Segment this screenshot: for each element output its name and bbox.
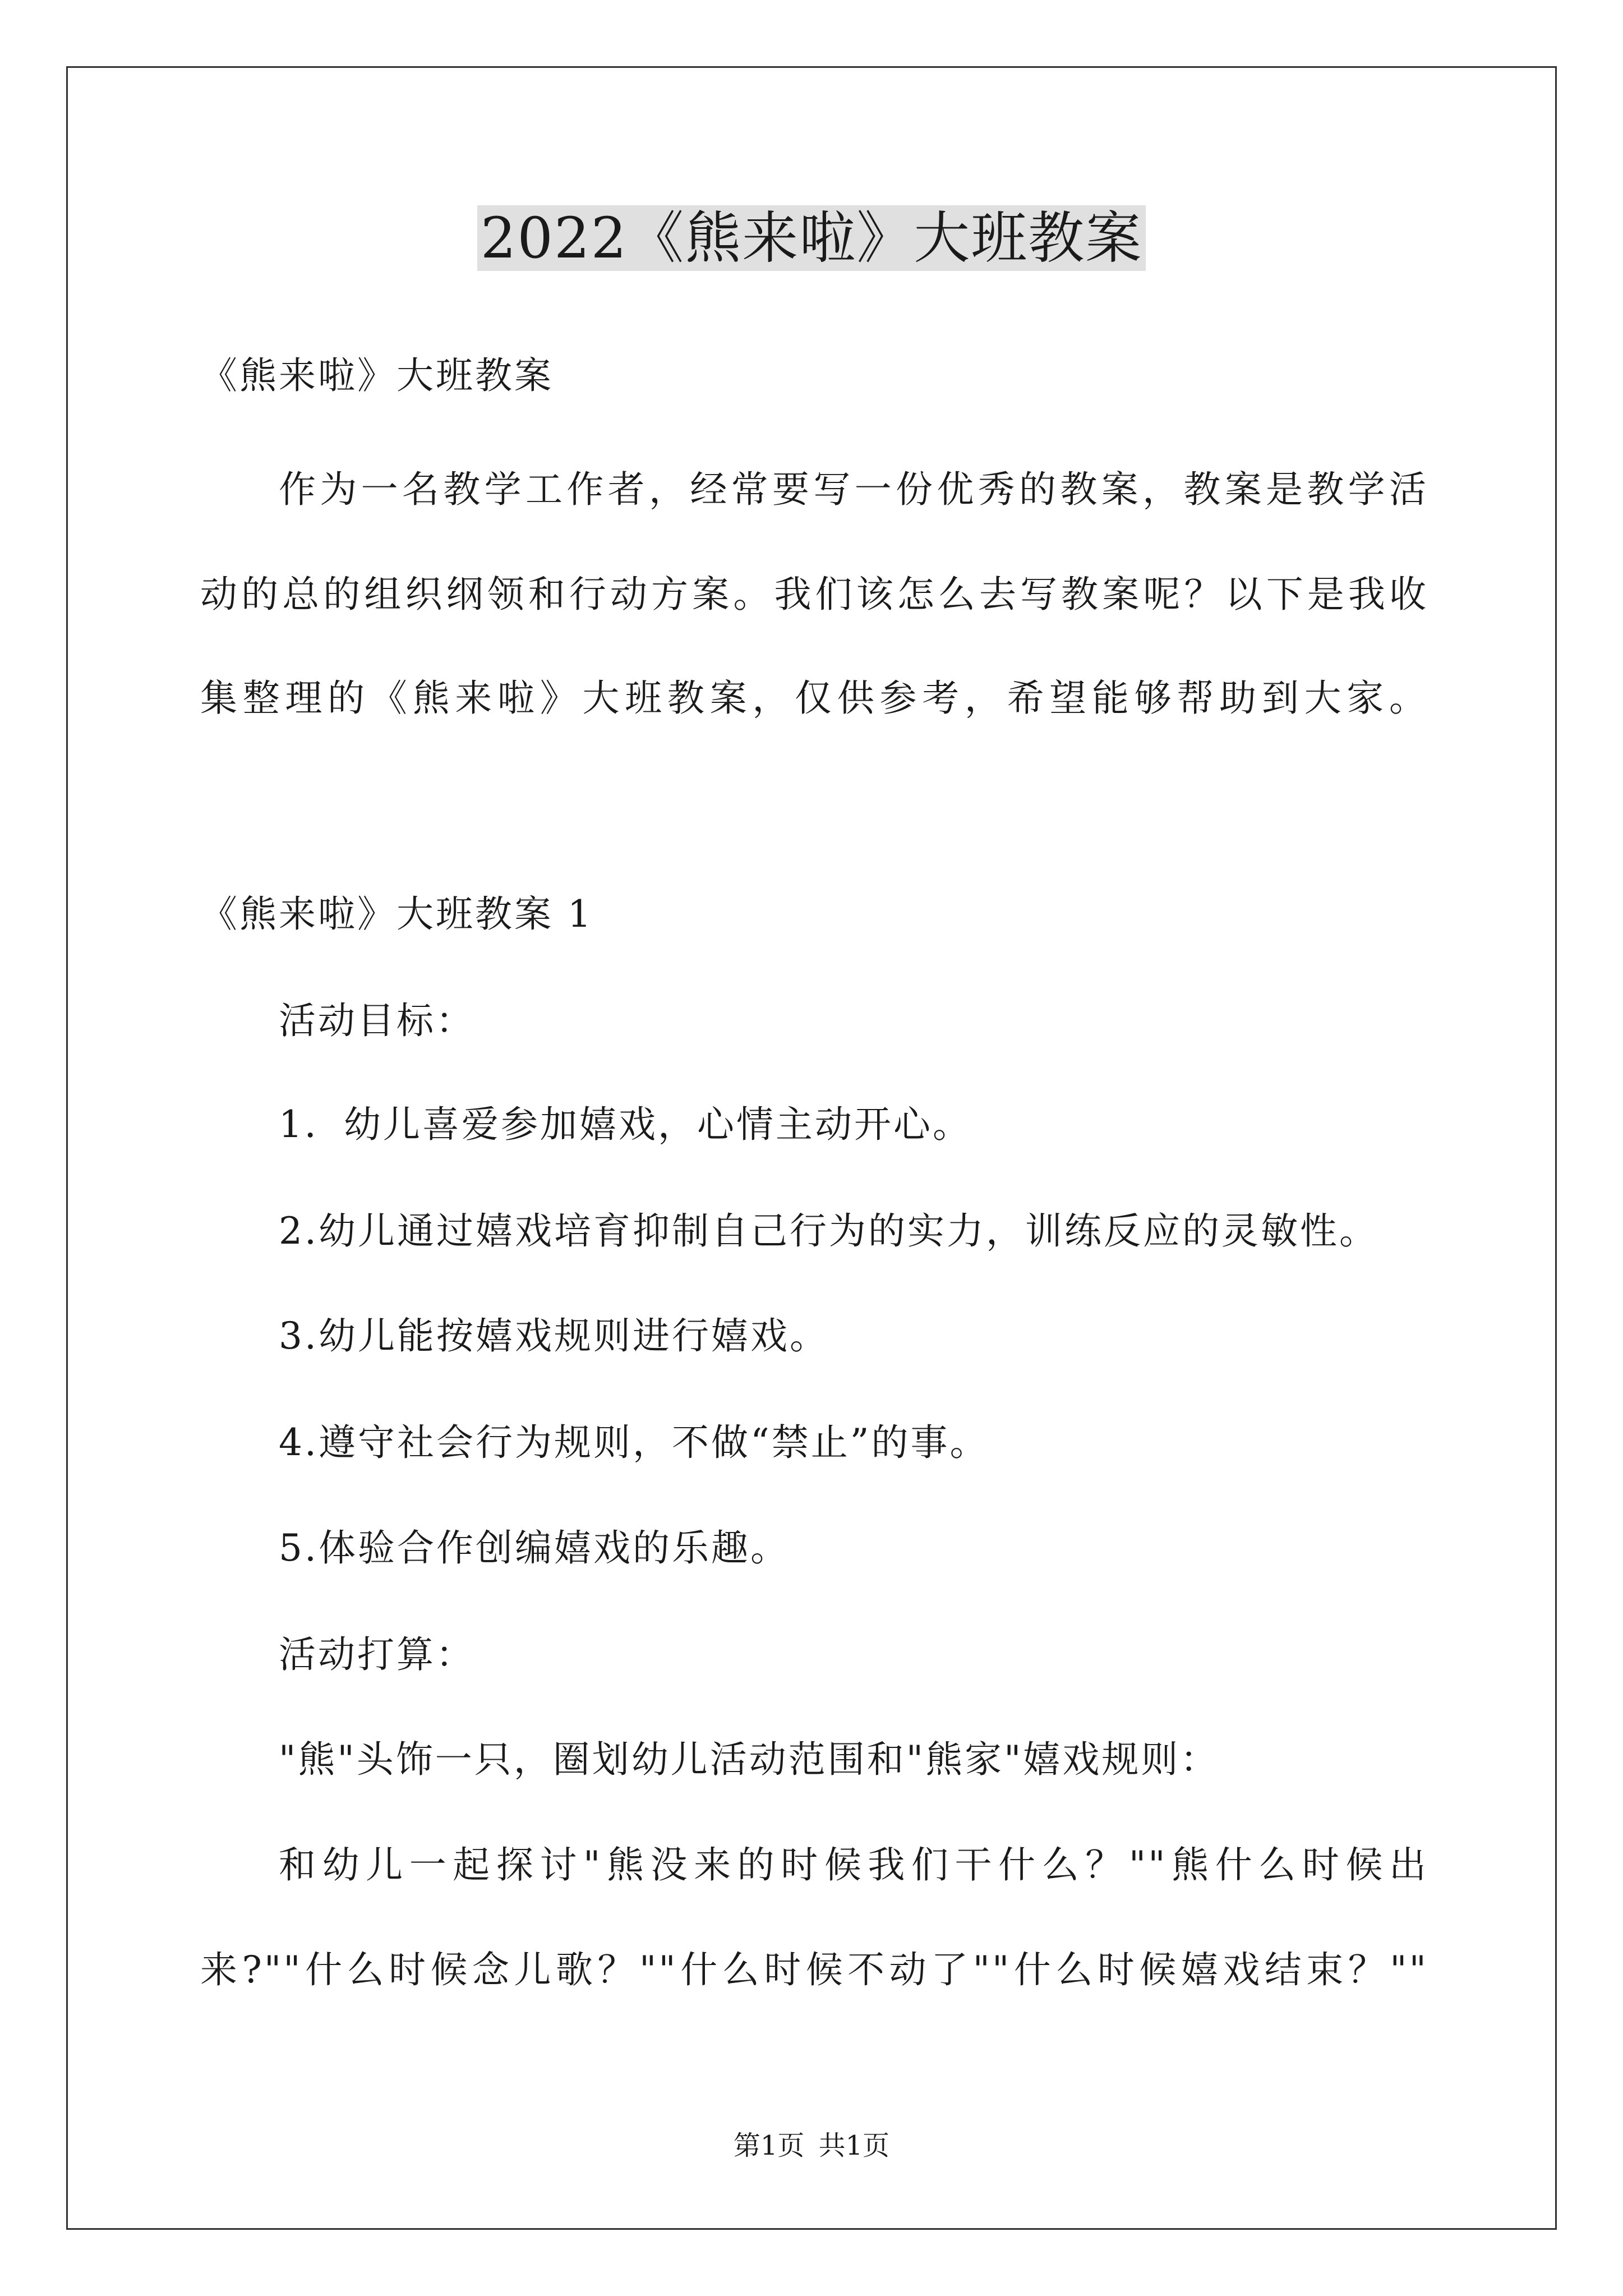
intro-line-3: 集整理的《熊来啦》大班教案，仅供参考，希望能够帮助到大家。 [200, 677, 1428, 720]
discuss-line-1: 和幼儿一起探讨"熊没来的时候我们干什么？""熊什么时候出 [279, 1843, 1428, 1887]
goal-item-1: 1．幼儿喜爱参加嬉戏，心情主动开心。 [279, 1103, 972, 1146]
prep-line: "熊"头饰一只，圈划幼儿活动范围和"熊家"嬉戏规则： [279, 1738, 1220, 1781]
goal-item-5: 5.体验合作创编嬉戏的乐趣。 [279, 1526, 790, 1570]
intro-line-1: 作为一名教学工作者，经常要写一份优秀的教案，教案是教学活 [279, 468, 1428, 511]
goals-heading: 活动目标： [279, 999, 475, 1042]
document-title [0, 199, 1623, 278]
intro-line-2: 动的总的组织纲领和行动方案。我们该怎么去写教案呢？以下是我收 [200, 573, 1428, 616]
section-heading: 《熊来啦》大班教案 1 [200, 892, 593, 936]
goal-item-3: 3.幼儿能按嬉戏规则进行嬉戏。 [279, 1314, 829, 1358]
discuss-line-2: 来?""什么时候念儿歌？""什么时候不动了""什么时候嬉戏结束？"" [200, 1948, 1428, 1991]
goal-item-2: 2.幼儿通过嬉戏培育抑制自己行为的实力，训练反应的灵敏性。 [279, 1209, 1378, 1253]
prep-heading: 活动打算： [279, 1633, 475, 1676]
document-subtitle: 《熊来啦》大班教案 [200, 354, 554, 397]
page-footer: 第1页 共1页 [733, 2130, 890, 2161]
document-title-text: 2022《熊来啦》大班教案 [477, 205, 1146, 271]
goal-item-4: 4.遵守社会行为规则，不做“禁止”的事。 [279, 1421, 989, 1464]
